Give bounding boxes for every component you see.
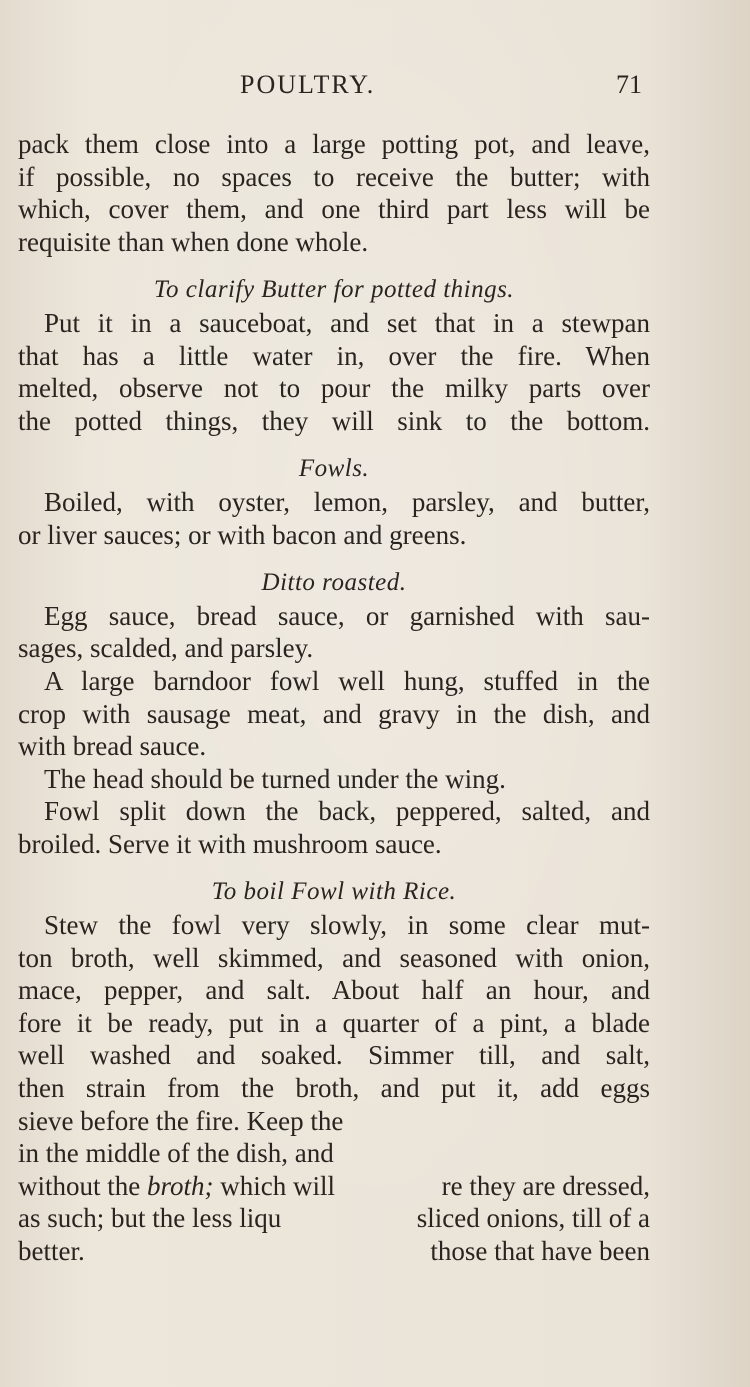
torn-line [18, 1235, 650, 1268]
torn-line-left: better. [18, 1236, 85, 1266]
torn-line [18, 1170, 650, 1203]
text-line: which, cover them, and one third part less will be [18, 194, 650, 225]
torn-line-left-rest: which will [213, 1170, 335, 1201]
text-line: broiled. Serve it with mushroom sauce. [18, 828, 442, 859]
text-line: Boiled, with oyster, lemon, parsley, and butter, [44, 486, 650, 517]
text-line: mace, pepper, and salt. About half an hour, and [18, 975, 650, 1006]
running-header [0, 70, 750, 110]
torn-line-right: sliced onions, till of a [416, 1203, 650, 1234]
text-line: Put it in a sauceboat, and set that in a stewpan [44, 307, 650, 338]
torn-line-left-italic: broth; [147, 1170, 214, 1201]
text-line: well washed and soaked. Simmer till, and salt, [18, 1040, 650, 1071]
text-line: Egg sauce, bread sauce, or garnished with sau- [44, 600, 650, 631]
text-line: The head should be turned under the wing. [44, 763, 506, 794]
section-heading-ditto-roasted: Ditto roasted. [261, 569, 407, 597]
text-line: Stew the fowl very slowly, in some clear mut- [44, 910, 650, 941]
text-line: sieve before the fire. Keep the [18, 1105, 344, 1136]
text-line: melted, observe not to pour the milky parts over [18, 373, 650, 404]
torn-line-left: as such; but the less liqu [18, 1203, 282, 1234]
page-body [18, 128, 650, 1268]
section-heading-clarify-butter: To clarify Butter for potted things. [153, 276, 515, 304]
torn-text-block [18, 1137, 650, 1267]
text-line: fore it be ready, put in a quarter of a pint, a blade [18, 1007, 650, 1038]
text-line: Fowl split down the back, peppered, salted, and [44, 796, 650, 827]
torn-line [18, 1202, 650, 1235]
text-line: A large barndoor fowl well hung, stuffed in the [44, 665, 650, 696]
torn-line-right: those that have been [430, 1236, 650, 1266]
text-line: pack them close into a large potting pot, and leave, [18, 129, 650, 159]
text-line: crop with sausage meat, and gravy in the dish, and [18, 698, 650, 729]
torn-line-left-text: without the [18, 1170, 147, 1201]
text-line: or liver sauces; or with bacon and greens. [18, 519, 467, 550]
torn-line-right: re they are dressed, [441, 1170, 650, 1201]
section-heading-boil-fowl-rice: To boil Fowl with Rice. [211, 878, 457, 906]
text-line: ton broth, well skimmed, and seasoned with onion, [18, 942, 650, 973]
text-line: the potted things, they will sink to the bottom. [18, 405, 650, 436]
section-heading-fowls: Fowls. [298, 455, 370, 483]
torn-line-left: in the middle of the dish, and [18, 1138, 334, 1169]
page-number: 71 [616, 70, 642, 99]
chapter-title: POULTRY. [240, 70, 376, 99]
text-line: with bread sauce. [18, 731, 207, 762]
text-line: that has a little water in, over the fire. When [18, 340, 650, 371]
text-line: if possible, no spaces to receive the butter; with [18, 161, 650, 192]
torn-line [18, 1137, 650, 1170]
text-line: then strain from the broth, and put it, add eggs [18, 1073, 650, 1104]
text-line: requisite than when done whole. [18, 226, 369, 257]
torn-line-left [18, 1170, 335, 1203]
text-line: sages, scalded, and parsley. [18, 633, 314, 664]
